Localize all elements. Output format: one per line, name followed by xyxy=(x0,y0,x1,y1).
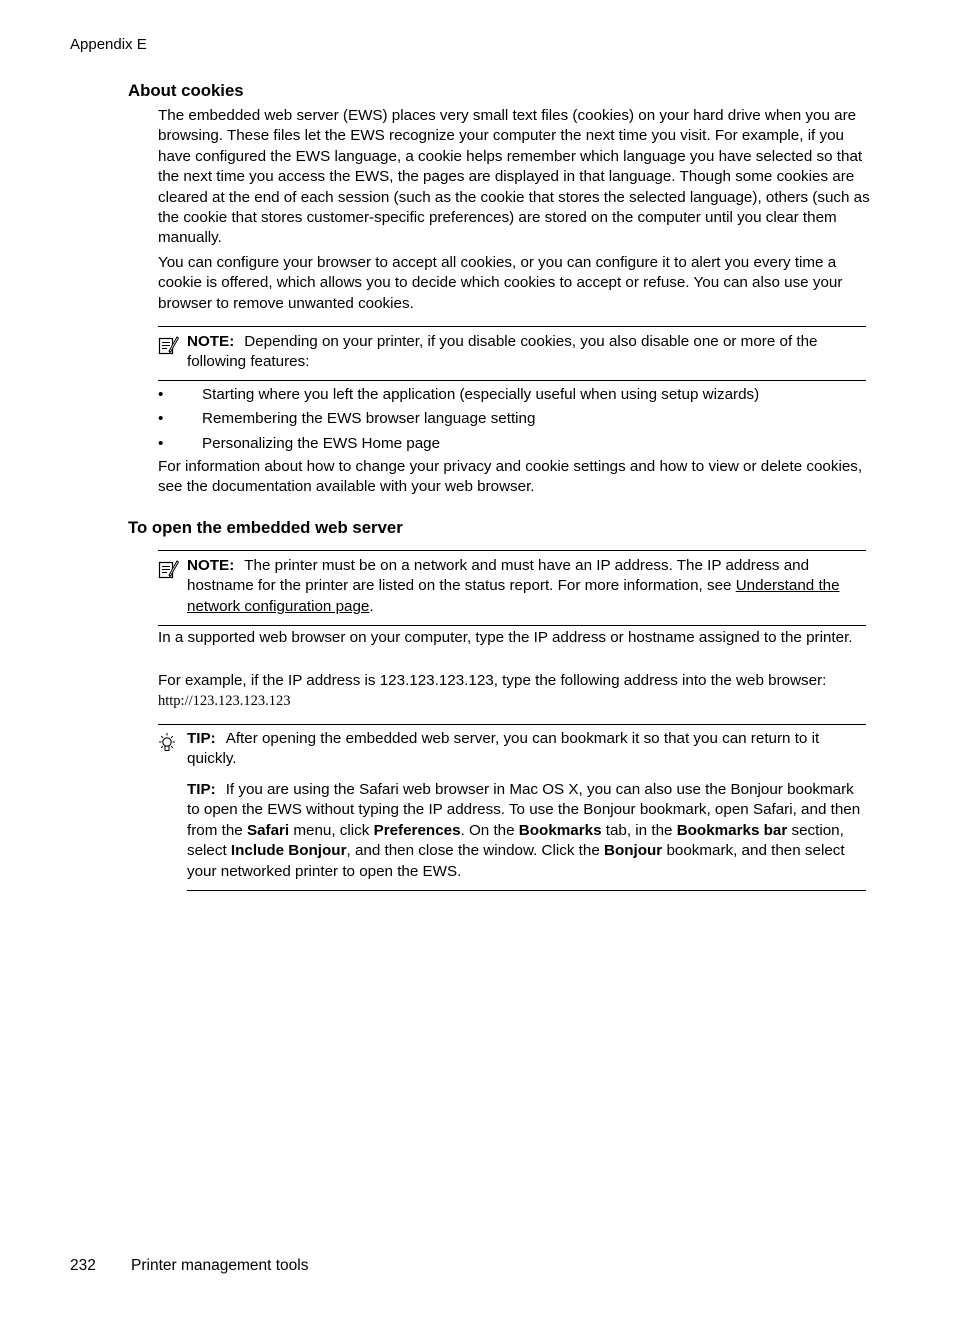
note-top-rule xyxy=(158,326,866,327)
tip-bookmark xyxy=(187,729,869,770)
paragraph-example-address xyxy=(158,671,870,712)
example-url: http://123.123.123.123 xyxy=(158,693,291,710)
list-item-text: Personalizing the EWS Home page xyxy=(202,435,441,452)
note-text: Depending on your printer, if you disable cookies, you also disable one or more of the following features: xyxy=(187,333,818,371)
ui-term-safari: Safari xyxy=(246,821,290,839)
lightbulb-icon xyxy=(156,731,178,755)
bullet-glyph: • xyxy=(158,386,164,403)
note-text-end: . xyxy=(369,597,374,615)
network-config-page-link[interactable]: Understand the network configuration page xyxy=(187,577,840,615)
footer-section-title: Printer management tools xyxy=(131,1257,309,1274)
bullet-glyph: • xyxy=(158,410,164,427)
ui-term-bookmarks: Bookmarks xyxy=(518,821,602,839)
paragraph-cookies-intro: The embedded web server (EWS) places very small text files (cookies) on your hard drive when you are browsing. These files let the EWS recognize your computer the next time you visit. For example, if you have configured the EWS language, a cookie helps remember which language you have selected so that the next time you access the EWS, the pages are displayed in that language. Though some cookies are cleared at the end of each session (such as the cookie that stores the selected language), others (such as the cookie that stores customer-specific preferences) are stored on the computer until you clear them manually. xyxy=(158,107,870,247)
tip-text: . On the xyxy=(460,821,519,839)
heading-about-cookies: About cookies xyxy=(128,81,244,100)
heading-open-ews: To open the embedded web server xyxy=(128,518,403,537)
paragraph-privacy-settings: For information about how to change your privacy and cookie settings and how to view or delete cookies, see the documentation available with your web browser. xyxy=(158,458,863,496)
tip-text: menu, click xyxy=(289,821,374,839)
tip-text: bookmark, and then select your networked printer to open the EWS. xyxy=(187,842,845,880)
tip-text: section, select xyxy=(187,821,844,860)
tip-safari-bonjour xyxy=(187,780,869,882)
tip-text: tab, in the xyxy=(601,821,677,839)
tip-bottom-rule xyxy=(187,890,866,891)
note-cookies xyxy=(187,332,869,373)
tip-text: After opening the embedded web server, you can bookmark it so that you can return to it quickly. xyxy=(187,730,820,768)
note-bottom-rule xyxy=(158,625,866,626)
page-number: 232 xyxy=(70,1257,96,1274)
list-item-text: Starting where you left the application (especially useful when using setup wizards) xyxy=(202,386,760,403)
ui-term-bookmarks-bar: Bookmarks bar xyxy=(676,821,788,839)
note-top-rule xyxy=(158,550,866,551)
tip-label: TIP: xyxy=(187,781,216,798)
example-text: For example, if the IP address is 123.123.123.123, type the following address into the web browser: xyxy=(158,672,827,689)
note-icon xyxy=(157,334,179,356)
note-icon xyxy=(157,558,179,580)
list-item-text: Remembering the EWS browser language setting xyxy=(202,410,536,427)
note-bottom-rule xyxy=(158,380,866,381)
ui-term-preferences: Preferences xyxy=(373,821,461,839)
running-head: Appendix E xyxy=(70,36,147,53)
note-network xyxy=(187,556,869,617)
tip-label: TIP: xyxy=(187,730,216,747)
bullet-glyph: • xyxy=(158,435,164,452)
note-label: NOTE: xyxy=(187,557,235,574)
note-text: The printer must be on a network and must have an IP address. The IP address and hostname for the printer are listed on the status report. For more information, see xyxy=(187,557,810,595)
tip-top-rule xyxy=(158,724,866,725)
ui-term-bonjour: Bonjour xyxy=(604,842,663,860)
note-label: NOTE: xyxy=(187,333,235,350)
paragraph-cookies-config: You can configure your browser to accept all cookies, or you can configure it to alert you every time a cookie is offered, which allows you to decide which cookies to accept or refuse. You can also use your browser to remove unwanted cookies. xyxy=(158,254,843,312)
paragraph-type-address: In a supported web browser on your computer, type the IP address or hostname assigned to the printer. xyxy=(158,629,853,646)
tip-text: If you are using the Safari web browser in Mac OS X, you can also use the Bonjour bookmark to open the EWS without typing the IP address. To use the Bonjour bookmark, open Safari, and then from the xyxy=(187,781,861,839)
tip-text: , and then close the window. Click the xyxy=(346,842,604,860)
ui-term-include-bonjour: Include Bonjour xyxy=(230,842,347,860)
